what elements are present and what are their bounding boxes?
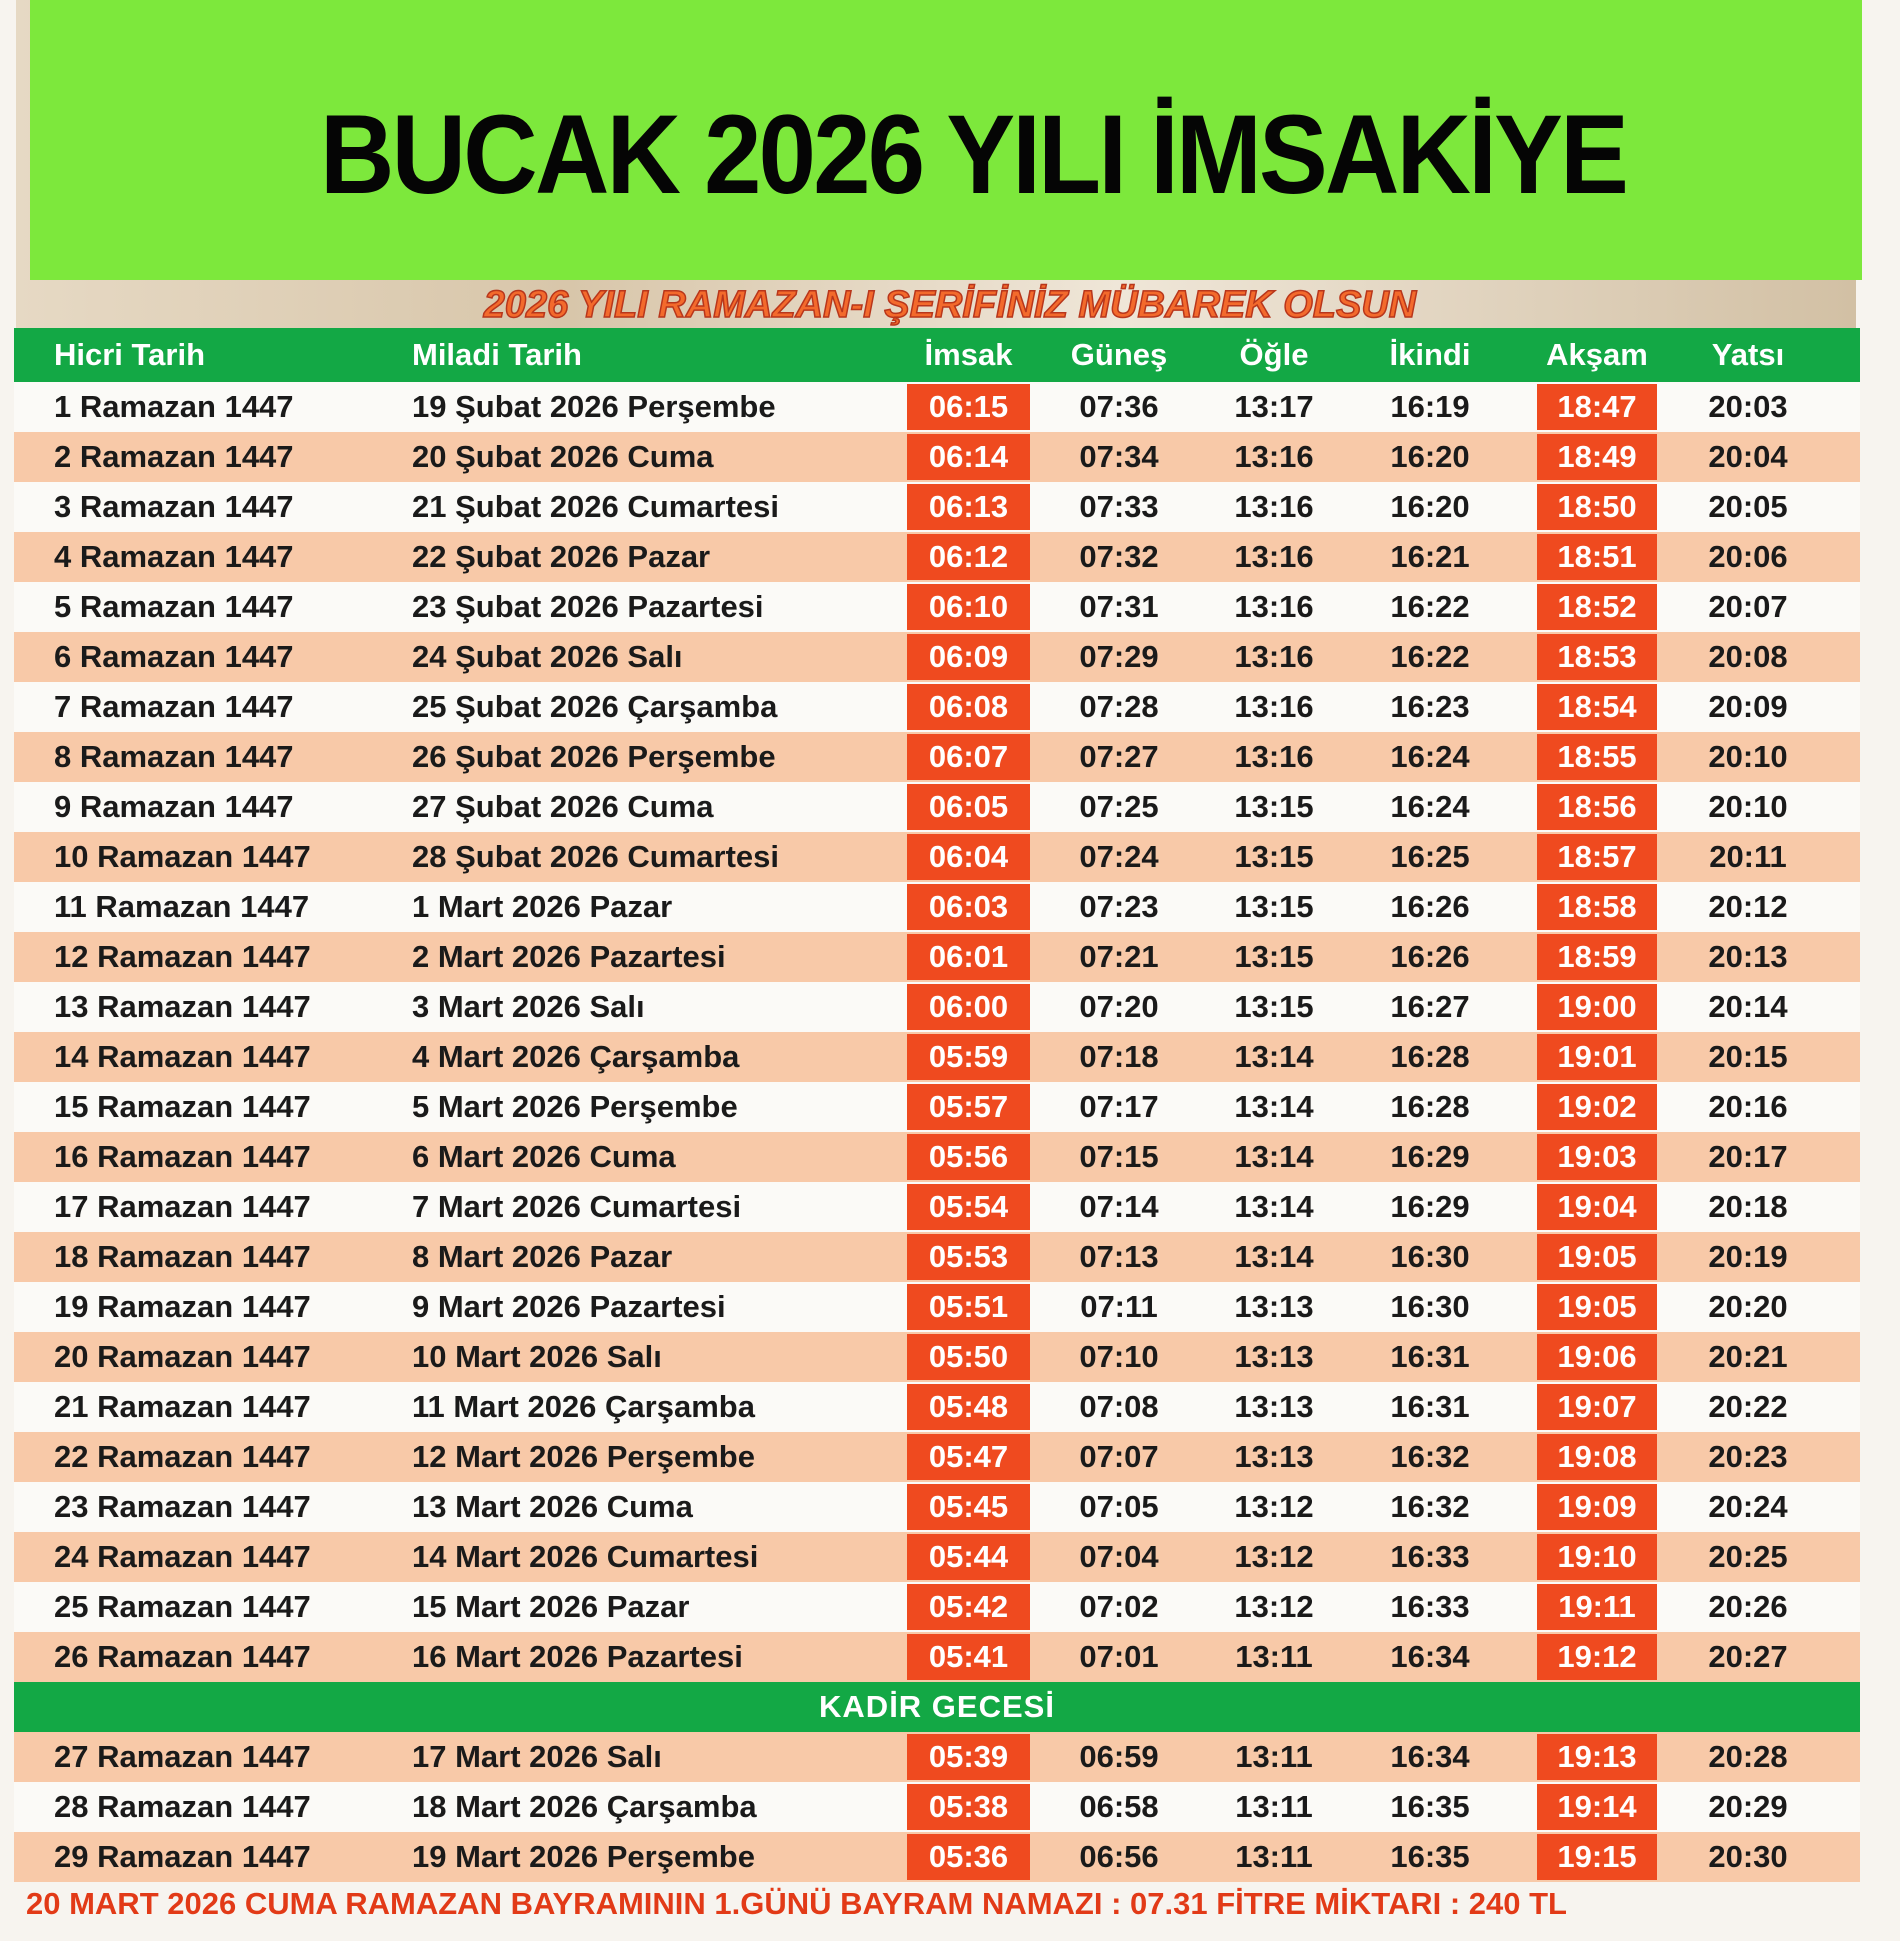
cell-yatsi: 20:13 — [1708, 939, 1788, 974]
cell-hicri: 19 Ramazan 1447 — [54, 1289, 311, 1324]
cell-hicri: 27 Ramazan 1447 — [54, 1739, 311, 1774]
cell-imsak: 05:48 — [907, 1384, 1030, 1430]
cell-aksam: 19:02 — [1537, 1084, 1657, 1130]
header-miladi: Miladi Tarih — [412, 337, 582, 372]
table-body-main — [14, 382, 1860, 1682]
cell-imsak: 05:59 — [907, 1034, 1030, 1080]
cell-gunes: 07:05 — [1079, 1489, 1159, 1524]
cell-ikindi: 16:24 — [1390, 739, 1470, 774]
cell-ogle: 13:13 — [1234, 1439, 1314, 1474]
cell-imsak: 06:04 — [907, 834, 1030, 880]
cell-gunes: 07:25 — [1079, 789, 1159, 824]
cell-hicri: 28 Ramazan 1447 — [54, 1789, 311, 1824]
cell-ogle: 13:13 — [1234, 1339, 1314, 1374]
cell-aksam: 19:05 — [1537, 1234, 1657, 1280]
cell-gunes: 07:28 — [1079, 689, 1159, 724]
cell-gunes: 07:23 — [1079, 889, 1159, 924]
cell-aksam: 19:12 — [1537, 1634, 1657, 1680]
cell-imsak: 06:13 — [907, 484, 1030, 530]
cell-yatsi: 20:10 — [1708, 739, 1788, 774]
cell-miladi: 16 Mart 2026 Pazartesi — [412, 1639, 743, 1674]
cell-aksam: 18:54 — [1537, 684, 1657, 730]
cell-imsak: 05:36 — [907, 1834, 1030, 1880]
page-title: BUCAK 2026 YILI İMSAKİYE — [320, 92, 1627, 217]
cell-ogle: 13:16 — [1234, 489, 1314, 524]
table-row — [14, 1032, 1860, 1082]
cell-aksam: 19:11 — [1537, 1584, 1657, 1630]
table-row — [14, 782, 1860, 832]
cell-yatsi: 20:21 — [1708, 1339, 1788, 1374]
cell-ikindi: 16:22 — [1390, 639, 1470, 674]
cell-aksam: 18:50 — [1537, 484, 1657, 530]
cell-hicri: 13 Ramazan 1447 — [54, 989, 311, 1024]
cell-ogle: 13:11 — [1235, 1739, 1313, 1774]
cell-aksam: 19:03 — [1537, 1134, 1657, 1180]
cell-imsak: 05:57 — [907, 1084, 1030, 1130]
cell-imsak: 05:56 — [907, 1134, 1030, 1180]
cell-miladi: 19 Mart 2026 Perşembe — [412, 1839, 755, 1874]
cell-imsak: 06:12 — [907, 534, 1030, 580]
cell-ikindi: 16:26 — [1390, 939, 1470, 974]
table-row — [14, 882, 1860, 932]
cell-yatsi: 20:24 — [1708, 1489, 1788, 1524]
header-ogle: Öğle — [1239, 337, 1309, 372]
cell-ikindi: 16:29 — [1390, 1189, 1470, 1224]
cell-hicri: 1 Ramazan 1447 — [54, 389, 294, 424]
cell-aksam: 19:13 — [1537, 1734, 1657, 1780]
cell-ogle: 13:16 — [1234, 739, 1314, 774]
cell-imsak: 06:15 — [907, 384, 1030, 430]
cell-gunes: 07:04 — [1079, 1539, 1159, 1574]
cell-miladi: 17 Mart 2026 Salı — [412, 1739, 662, 1774]
cell-ogle: 13:15 — [1234, 839, 1314, 874]
cell-gunes: 07:17 — [1079, 1089, 1159, 1124]
cell-ogle: 13:16 — [1234, 439, 1314, 474]
cell-miladi: 26 Şubat 2026 Perşembe — [412, 739, 776, 774]
cell-ogle: 13:13 — [1234, 1389, 1314, 1424]
cell-aksam: 19:08 — [1537, 1434, 1657, 1480]
cell-ogle: 13:15 — [1234, 889, 1314, 924]
cell-miladi: 18 Mart 2026 Çarşamba — [412, 1789, 757, 1824]
cell-imsak: 05:45 — [907, 1484, 1030, 1530]
cell-aksam: 19:01 — [1537, 1034, 1657, 1080]
cell-gunes: 07:14 — [1079, 1189, 1159, 1224]
cell-aksam: 18:51 — [1537, 534, 1657, 580]
cell-miladi: 9 Mart 2026 Pazartesi — [412, 1289, 726, 1324]
cell-ogle: 13:15 — [1234, 989, 1314, 1024]
table-row — [14, 1132, 1860, 1182]
cell-ogle: 13:13 — [1234, 1289, 1314, 1324]
table-row — [14, 432, 1860, 482]
cell-aksam: 19:06 — [1537, 1334, 1657, 1380]
cell-hicri: 14 Ramazan 1447 — [54, 1039, 311, 1074]
cell-hicri: 2 Ramazan 1447 — [54, 439, 294, 474]
cell-hicri: 6 Ramazan 1447 — [54, 639, 294, 674]
cell-miladi: 6 Mart 2026 Cuma — [412, 1139, 676, 1174]
cell-hicri: 26 Ramazan 1447 — [54, 1639, 311, 1674]
cell-ikindi: 16:35 — [1390, 1839, 1470, 1874]
cell-yatsi: 20:18 — [1708, 1189, 1788, 1224]
cell-ikindi: 16:33 — [1390, 1589, 1470, 1624]
cell-imsak: 05:51 — [907, 1284, 1030, 1330]
table-header — [14, 328, 1860, 382]
cell-miladi: 27 Şubat 2026 Cuma — [412, 789, 714, 824]
cell-aksam: 18:47 — [1537, 384, 1657, 430]
cell-gunes: 07:08 — [1079, 1389, 1159, 1424]
cell-miladi: 2 Mart 2026 Pazartesi — [412, 939, 726, 974]
cell-gunes: 07:32 — [1079, 539, 1159, 574]
cell-ikindi: 16:20 — [1390, 489, 1470, 524]
cell-ikindi: 16:33 — [1390, 1539, 1470, 1574]
cell-imsak: 05:53 — [907, 1234, 1030, 1280]
cell-yatsi: 20:28 — [1708, 1739, 1788, 1774]
cell-ikindi: 16:28 — [1390, 1039, 1470, 1074]
table-row — [14, 1732, 1860, 1782]
table-row — [14, 382, 1860, 432]
cell-aksam: 18:52 — [1537, 584, 1657, 630]
cell-hicri: 11 Ramazan 1447 — [54, 889, 310, 924]
table-row — [14, 582, 1860, 632]
cell-miladi: 4 Mart 2026 Çarşamba — [412, 1039, 740, 1074]
cell-ikindi: 16:32 — [1390, 1439, 1470, 1474]
cell-ikindi: 16:23 — [1390, 689, 1470, 724]
cell-ikindi: 16:32 — [1390, 1489, 1470, 1524]
cell-imsak: 05:50 — [907, 1334, 1030, 1380]
cell-ogle: 13:12 — [1234, 1489, 1314, 1524]
cell-miladi: 23 Şubat 2026 Pazartesi — [412, 589, 764, 624]
table-row — [14, 682, 1860, 732]
cell-yatsi: 20:10 — [1708, 789, 1788, 824]
footer-note: 20 MART 2026 CUMA RAMAZAN BAYRAMININ 1.GÜNÜ BAYRAM NAMAZI : 07.31 FİTRE MİKTARI : 240 TL — [26, 1886, 1567, 1921]
cell-hicri: 17 Ramazan 1447 — [54, 1189, 311, 1224]
cell-miladi: 13 Mart 2026 Cuma — [412, 1489, 693, 1524]
cell-ogle: 13:11 — [1235, 1639, 1313, 1674]
cell-miladi: 1 Mart 2026 Pazar — [412, 889, 673, 924]
cell-miladi: 25 Şubat 2026 Çarşamba — [412, 689, 778, 724]
cell-ogle: 13:11 — [1235, 1839, 1313, 1874]
cell-gunes: 07:13 — [1079, 1239, 1159, 1274]
cell-imsak: 06:00 — [907, 984, 1030, 1030]
table-row — [14, 1282, 1860, 1332]
cell-imsak: 06:08 — [907, 684, 1030, 730]
table-row — [14, 732, 1860, 782]
cell-ikindi: 16:26 — [1390, 889, 1470, 924]
cell-miladi: 28 Şubat 2026 Cumartesi — [412, 839, 780, 874]
cell-ikindi: 16:34 — [1390, 1739, 1470, 1774]
cell-ikindi: 16:25 — [1390, 839, 1470, 874]
cell-aksam: 19:05 — [1537, 1284, 1657, 1330]
cell-aksam: 19:00 — [1537, 984, 1657, 1030]
cell-aksam: 18:53 — [1537, 634, 1657, 680]
cell-hicri: 12 Ramazan 1447 — [54, 939, 311, 974]
cell-gunes: 07:34 — [1079, 439, 1159, 474]
cell-yatsi: 20:29 — [1708, 1789, 1788, 1824]
cell-aksam: 18:58 — [1537, 884, 1657, 930]
kadir-gecesi-banner: KADİR GECESİ — [14, 1682, 1860, 1732]
cell-gunes: 06:58 — [1079, 1789, 1159, 1824]
cell-ikindi: 16:20 — [1390, 439, 1470, 474]
cell-yatsi: 20:25 — [1708, 1539, 1788, 1574]
cell-yatsi: 20:14 — [1708, 989, 1788, 1024]
cell-miladi: 20 Şubat 2026 Cuma — [412, 439, 714, 474]
cell-aksam: 18:59 — [1537, 934, 1657, 980]
cell-gunes: 07:20 — [1079, 989, 1159, 1024]
cell-gunes: 07:31 — [1079, 589, 1159, 624]
table-row — [14, 1632, 1860, 1682]
cell-yatsi: 20:05 — [1708, 489, 1788, 524]
cell-yatsi: 20:20 — [1708, 1289, 1788, 1324]
cell-ogle: 13:16 — [1234, 689, 1314, 724]
cell-aksam: 19:04 — [1537, 1184, 1657, 1230]
cell-hicri: 7 Ramazan 1447 — [54, 689, 294, 724]
cell-gunes: 07:15 — [1079, 1139, 1159, 1174]
cell-imsak: 05:44 — [907, 1534, 1030, 1580]
cell-gunes: 07:02 — [1079, 1589, 1159, 1624]
greeting-banner: 2026 YILI RAMAZAN-I ŞERİFİNİZ MÜBAREK OLSUN — [483, 284, 1417, 326]
cell-aksam: 19:14 — [1537, 1784, 1657, 1830]
cell-aksam: 18:57 — [1537, 834, 1657, 880]
cell-hicri: 10 Ramazan 1447 — [54, 839, 311, 874]
table-row — [14, 1532, 1860, 1582]
cell-gunes: 07:36 — [1079, 389, 1159, 424]
cell-hicri: 15 Ramazan 1447 — [54, 1089, 311, 1124]
cell-aksam: 18:56 — [1537, 784, 1657, 830]
cell-ikindi: 16:31 — [1390, 1389, 1470, 1424]
cell-hicri: 4 Ramazan 1447 — [54, 539, 294, 574]
cell-ogle: 13:11 — [1235, 1789, 1313, 1824]
header-yatsi: Yatsı — [1711, 337, 1785, 372]
table-row — [14, 1582, 1860, 1632]
table-row — [14, 632, 1860, 682]
cell-aksam: 19:10 — [1537, 1534, 1657, 1580]
cell-miladi: 10 Mart 2026 Salı — [412, 1339, 662, 1374]
cell-gunes: 07:01 — [1079, 1639, 1159, 1674]
cell-ogle: 13:12 — [1234, 1589, 1314, 1624]
cell-miladi: 8 Mart 2026 Pazar — [412, 1239, 673, 1274]
cell-imsak: 05:38 — [907, 1784, 1030, 1830]
cell-ikindi: 16:21 — [1390, 539, 1470, 574]
cell-miladi: 5 Mart 2026 Perşembe — [412, 1089, 738, 1124]
cell-imsak: 05:39 — [907, 1734, 1030, 1780]
header-ikindi: İkindi — [1389, 337, 1471, 372]
cell-yatsi: 20:09 — [1708, 689, 1788, 724]
cell-imsak: 06:01 — [907, 934, 1030, 980]
cell-yatsi: 20:17 — [1708, 1139, 1788, 1174]
cell-yatsi: 20:22 — [1708, 1389, 1788, 1424]
cell-hicri: 24 Ramazan 1447 — [54, 1539, 311, 1574]
table-row — [14, 532, 1860, 582]
title-banner — [30, 0, 1862, 280]
cell-hicri: 18 Ramazan 1447 — [54, 1239, 311, 1274]
cell-yatsi: 20:03 — [1708, 389, 1788, 424]
cell-imsak: 06:09 — [907, 634, 1030, 680]
cell-miladi: 22 Şubat 2026 Pazar — [412, 539, 711, 574]
header-imsak: İmsak — [924, 337, 1013, 372]
cell-hicri: 9 Ramazan 1447 — [54, 789, 294, 824]
cell-ogle: 13:14 — [1234, 1139, 1314, 1174]
table-row — [14, 1182, 1860, 1232]
cell-miladi: 3 Mart 2026 Salı — [412, 989, 645, 1024]
cell-gunes: 07:24 — [1079, 839, 1159, 874]
cell-imsak: 06:07 — [907, 734, 1030, 780]
cell-imsak: 05:47 — [907, 1434, 1030, 1480]
cell-imsak: 06:05 — [907, 784, 1030, 830]
table-row — [14, 832, 1860, 882]
cell-aksam: 19:15 — [1537, 1834, 1657, 1880]
cell-ogle: 13:16 — [1234, 539, 1314, 574]
cell-miladi: 15 Mart 2026 Pazar — [412, 1589, 690, 1624]
imsakiye-table — [14, 328, 1860, 1882]
cell-aksam: 19:09 — [1537, 1484, 1657, 1530]
cell-miladi: 14 Mart 2026 Cumartesi — [412, 1539, 759, 1574]
table-row — [14, 1482, 1860, 1532]
cell-gunes: 07:10 — [1079, 1339, 1159, 1374]
cell-ogle: 13:12 — [1234, 1539, 1314, 1574]
cell-imsak: 05:42 — [907, 1584, 1030, 1630]
cell-yatsi: 20:04 — [1708, 439, 1788, 474]
cell-gunes: 06:56 — [1079, 1839, 1159, 1874]
cell-ogle: 13:15 — [1234, 789, 1314, 824]
cell-yatsi: 20:08 — [1708, 639, 1788, 674]
cell-yatsi: 20:16 — [1708, 1089, 1788, 1124]
cell-ogle: 13:16 — [1234, 639, 1314, 674]
cell-gunes: 07:33 — [1079, 489, 1159, 524]
cell-ogle: 13:17 — [1234, 389, 1314, 424]
cell-yatsi: 20:26 — [1708, 1589, 1788, 1624]
cell-yatsi: 20:15 — [1708, 1039, 1788, 1074]
cell-yatsi: 20:27 — [1708, 1639, 1788, 1674]
table-row — [14, 482, 1860, 532]
cell-gunes: 07:27 — [1079, 739, 1159, 774]
table-body-after — [14, 1732, 1860, 1882]
cell-hicri: 21 Ramazan 1447 — [54, 1389, 311, 1424]
cell-yatsi: 20:11 — [1709, 839, 1787, 874]
cell-gunes: 07:07 — [1079, 1439, 1159, 1474]
cell-ikindi: 16:30 — [1390, 1289, 1470, 1324]
cell-gunes: 07:21 — [1079, 939, 1159, 974]
cell-imsak: 05:41 — [907, 1634, 1030, 1680]
table-row — [14, 1232, 1860, 1282]
cell-gunes: 07:29 — [1079, 639, 1159, 674]
cell-ogle: 13:14 — [1234, 1089, 1314, 1124]
cell-hicri: 20 Ramazan 1447 — [54, 1339, 311, 1374]
cell-miladi: 12 Mart 2026 Perşembe — [412, 1439, 755, 1474]
cell-ogle: 13:14 — [1234, 1039, 1314, 1074]
cell-aksam: 19:07 — [1537, 1384, 1657, 1430]
cell-ikindi: 16:29 — [1390, 1139, 1470, 1174]
cell-yatsi: 20:07 — [1708, 589, 1788, 624]
cell-hicri: 22 Ramazan 1447 — [54, 1439, 311, 1474]
cell-imsak: 06:03 — [907, 884, 1030, 930]
cell-hicri: 3 Ramazan 1447 — [54, 489, 294, 524]
cell-yatsi: 20:19 — [1708, 1239, 1788, 1274]
cell-imsak: 05:54 — [907, 1184, 1030, 1230]
cell-hicri: 8 Ramazan 1447 — [54, 739, 294, 774]
cell-ikindi: 16:22 — [1390, 589, 1470, 624]
table-row — [14, 1432, 1860, 1482]
cell-ikindi: 16:31 — [1390, 1339, 1470, 1374]
table-row — [14, 1082, 1860, 1132]
cell-imsak: 06:10 — [907, 584, 1030, 630]
cell-hicri: 16 Ramazan 1447 — [54, 1139, 311, 1174]
cell-miladi: 24 Şubat 2026 Salı — [412, 639, 683, 674]
cell-ogle: 13:15 — [1234, 939, 1314, 974]
cell-aksam: 18:55 — [1537, 734, 1657, 780]
header-aksam: Akşam — [1546, 337, 1648, 372]
cell-ogle: 13:14 — [1234, 1189, 1314, 1224]
cell-ikindi: 16:35 — [1390, 1789, 1470, 1824]
cell-ikindi: 16:19 — [1390, 389, 1470, 424]
cell-miladi: 11 Mart 2026 Çarşamba — [412, 1389, 755, 1424]
cell-hicri: 5 Ramazan 1447 — [54, 589, 294, 624]
table-row — [14, 982, 1860, 1032]
cell-yatsi: 20:06 — [1708, 539, 1788, 574]
header-hicri: Hicri Tarih — [54, 337, 206, 372]
cell-yatsi: 20:23 — [1708, 1439, 1788, 1474]
cell-gunes: 07:11 — [1080, 1289, 1158, 1324]
cell-ikindi: 16:34 — [1390, 1639, 1470, 1674]
cell-ikindi: 16:24 — [1390, 789, 1470, 824]
table-row — [14, 1832, 1860, 1882]
table-row — [14, 1382, 1860, 1432]
cell-miladi: 19 Şubat 2026 Perşembe — [412, 389, 776, 424]
cell-aksam: 18:49 — [1537, 434, 1657, 480]
cell-miladi: 21 Şubat 2026 Cumartesi — [412, 489, 780, 524]
table-row — [14, 1332, 1860, 1382]
cell-ogle: 13:14 — [1234, 1239, 1314, 1274]
cell-imsak: 06:14 — [907, 434, 1030, 480]
table-row — [14, 932, 1860, 982]
cell-miladi: 7 Mart 2026 Cumartesi — [412, 1189, 742, 1224]
cell-ikindi: 16:27 — [1390, 989, 1470, 1024]
cell-hicri: 29 Ramazan 1447 — [54, 1839, 311, 1874]
cell-gunes: 06:59 — [1079, 1739, 1159, 1774]
cell-ikindi: 16:28 — [1390, 1089, 1470, 1124]
cell-ikindi: 16:30 — [1390, 1239, 1470, 1274]
cell-yatsi: 20:30 — [1708, 1839, 1788, 1874]
cell-ogle: 13:16 — [1234, 589, 1314, 624]
cell-hicri: 25 Ramazan 1447 — [54, 1589, 311, 1624]
header-gunes: Güneş — [1070, 337, 1168, 372]
table-row — [14, 1782, 1860, 1832]
cell-hicri: 23 Ramazan 1447 — [54, 1489, 311, 1524]
cell-yatsi: 20:12 — [1708, 889, 1788, 924]
cell-gunes: 07:18 — [1079, 1039, 1159, 1074]
